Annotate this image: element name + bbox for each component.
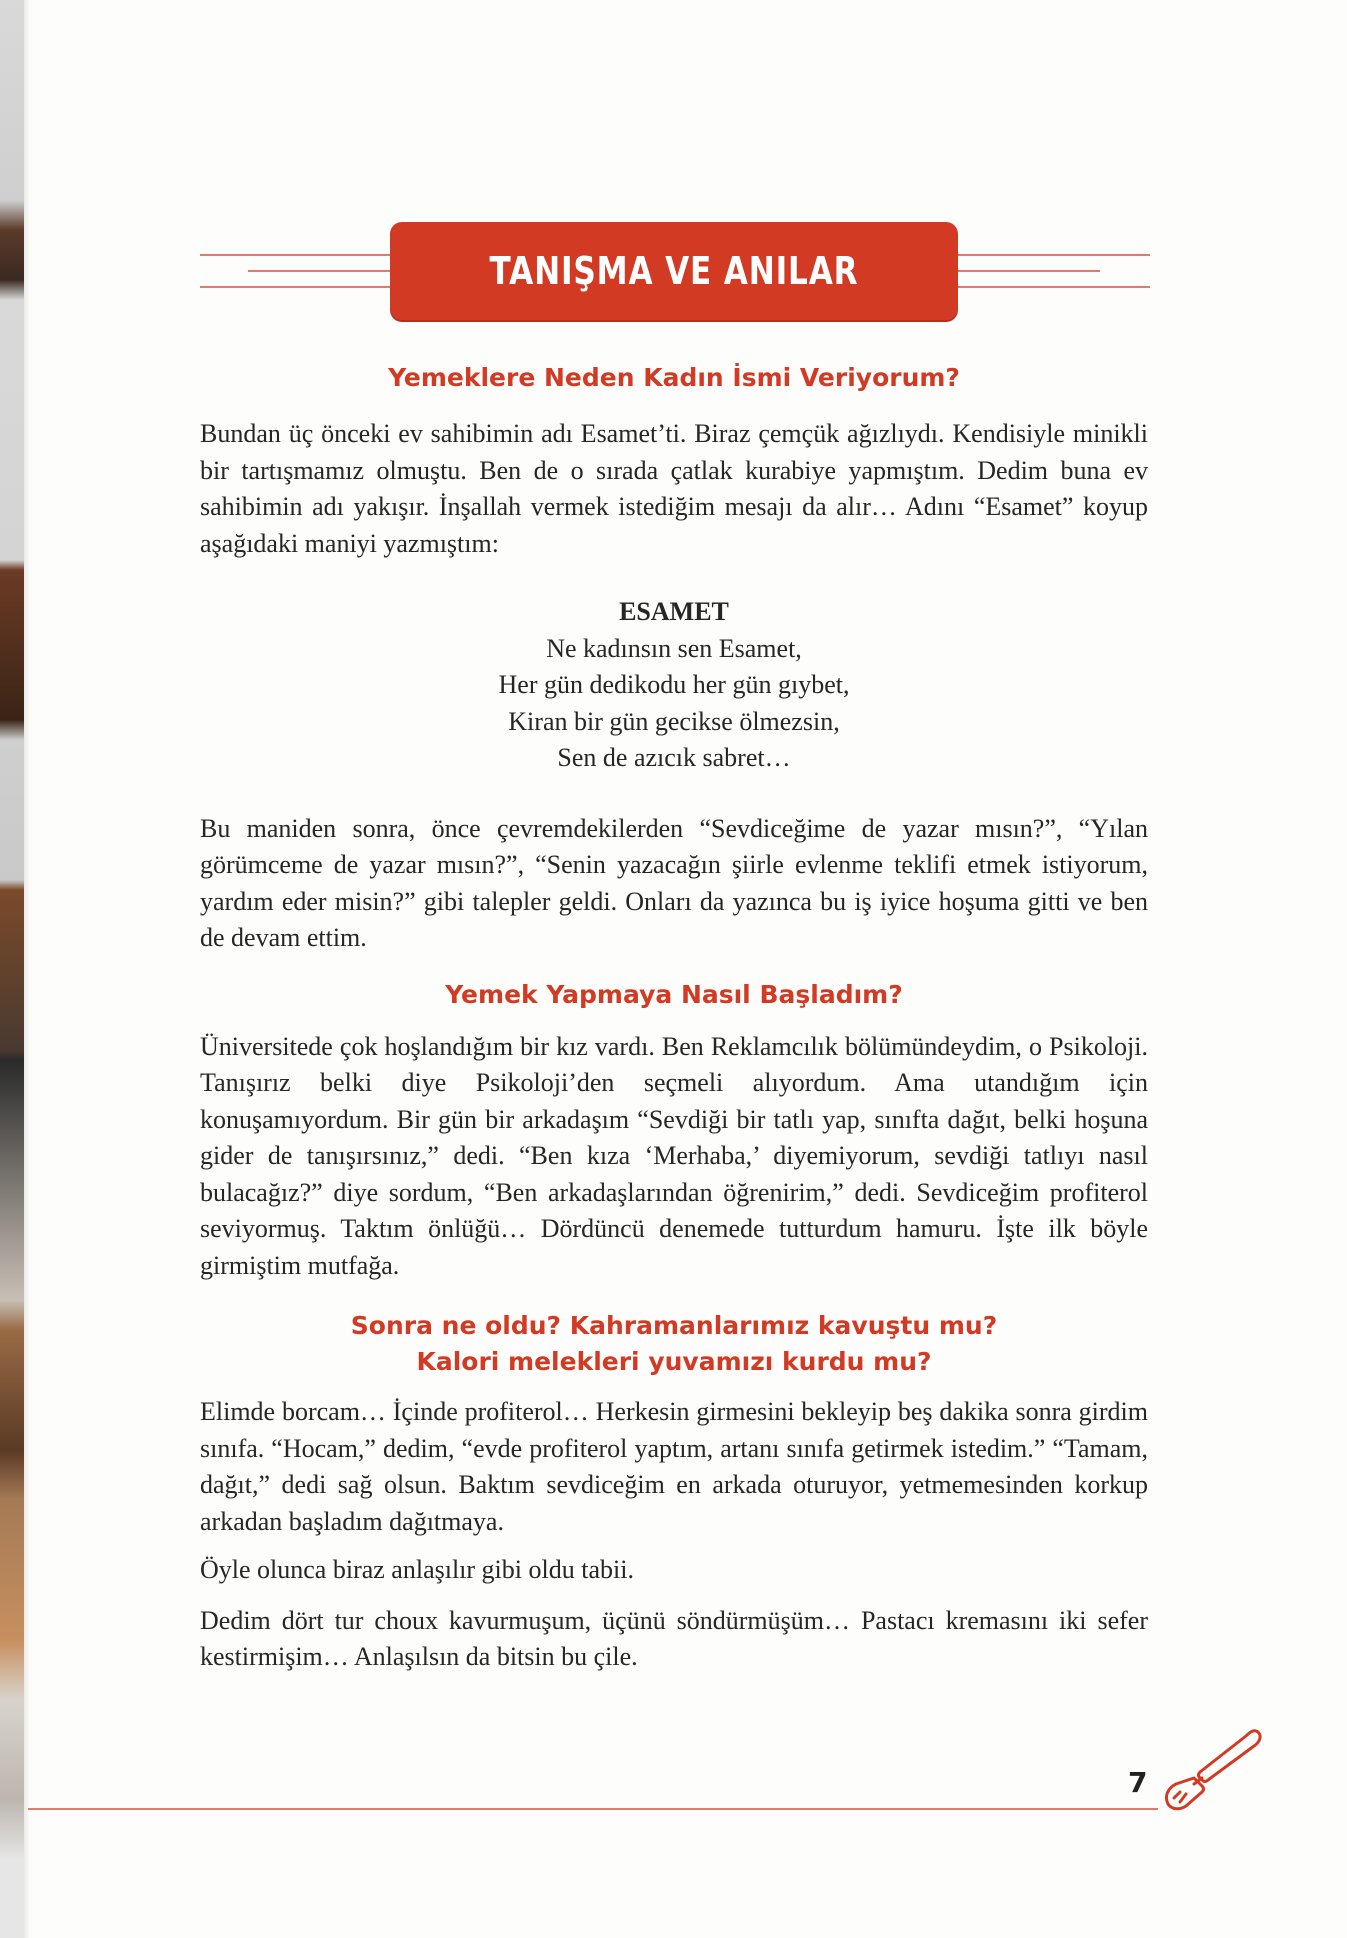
poem-line: Ne kadınsın sen Esamet, — [546, 633, 802, 663]
footer-rule — [28, 1808, 1158, 1810]
chapter-title: TANIŞMA VE ANILAR — [489, 249, 859, 293]
page-gutter-shadow — [24, 0, 30, 1938]
header-rule — [248, 270, 390, 272]
poem-line: Kiran bir gün gecikse ölmezsin, — [508, 706, 840, 736]
section-heading: Yemek Yapmaya Nasıl Başladım? — [445, 979, 903, 1009]
poem-line: Sen de azıcık sabret… — [557, 743, 791, 772]
chapter-header — [200, 222, 1150, 320]
page-number: 7 — [1128, 1766, 1148, 1799]
body-paragraph: Bundan üç önceki ev sahibimin adı Esamet’ti. Biraz çemçük ağızlıydı. Kendisiyle minikli bir tartışmamız olmuştu. Ben de o sırada çatlak kurabiye yapmıştım. Dedim buna ev sahibimin adı yakışır. İnşallah vermek istediğim mesajı da alır… Adını “Esamet” koyup aşağıdaki maniyi yazmıştım: — [200, 419, 1148, 558]
spatula-icon — [1150, 1722, 1266, 1814]
header-rule — [958, 286, 1150, 288]
section-heading: Kalori melekleri yuvamızı kurdu mu? — [416, 1347, 932, 1376]
body-paragraph: Dedim dört tur choux kavurmuşum, üçünü söndürmüşüm… Pastacı kremasını iki sefer kestirmişim… Anlaşılsın da bitsin bu çile. — [200, 1605, 1148, 1671]
poem-block — [200, 594, 1148, 777]
section-heading-block — [200, 1308, 1148, 1380]
header-rule — [958, 270, 1100, 272]
header-rule — [200, 254, 390, 256]
section-heading: Sonra ne oldu? Kahramanlarımız kavuştu mu? — [350, 1311, 998, 1340]
section-heading: Yemeklere Neden Kadın İsmi Veriyorum? — [388, 363, 960, 392]
left-edge-photo-strip — [0, 0, 24, 1938]
header-rule — [958, 254, 1150, 256]
body-paragraph: Üniversitede çok hoşlandığım bir kız vardı. Ben Reklamcılık bölümündeydim, o Psikoloji. Tanışırız belki diye Psikoloji’den seçmeli alıyordum. Ama utandığım için konuşamıyordum. Bir gün bir arkadaşım “Sevdiği bir tatlı yap, sınıfta dağıt, belki hoşuna gider de tanışırsınız,” dedi. “Ben kıza ‘Merhaba,’ diyemiyorum, sevdiği tatlıyı nasıl bulacağız?” diye sordum, “Ben arkadaşlarından öğrenirim,” dedi. Sevdiceğim profiterol seviyormuş. Taktım önlüğü… Dördüncü denemede tutturdum hamuru. İşte ilk böyle girmiştim mutfağa. — [200, 1031, 1148, 1280]
body-paragraph: Bu maniden sonra, önce çevremdekilerden “Sevdiceğime de yazar mısın?”, “Yılan görümceme de yazar mısın?”, “Senin yazacağın şiirle evlenme teklifi etmek istiyorum, yardım eder misin?” gibi talepler geldi. Onları da yazınca bu iş iyice hoşuma gitti ve ben de devam ettim. — [200, 813, 1148, 952]
body-paragraph: Elimde borcam… İçinde profiterol… Herkesin girmesini bekleyip beş dakika sonra girdim sınıfa. “Hocam,” dedim, “evde profiterol yaptım, artanı sınıfa getirmek istedim.” “Tamam, dağıt,” dedi sağ olsun. Baktım sevdiceğim en arkada oturuyor, yetmemesinden korkup arkadan başladım dağıtmaya. — [200, 1397, 1148, 1536]
poem-line: Her gün dedikodu her gün gıybet, — [498, 670, 850, 699]
header-rule — [200, 286, 390, 288]
poem-title: ESAMET — [619, 597, 729, 626]
chapter-title-box — [390, 222, 958, 320]
page-body — [200, 360, 1148, 1676]
body-paragraph: Öyle olunca biraz anlaşılır gibi oldu tabii. — [200, 1555, 634, 1584]
